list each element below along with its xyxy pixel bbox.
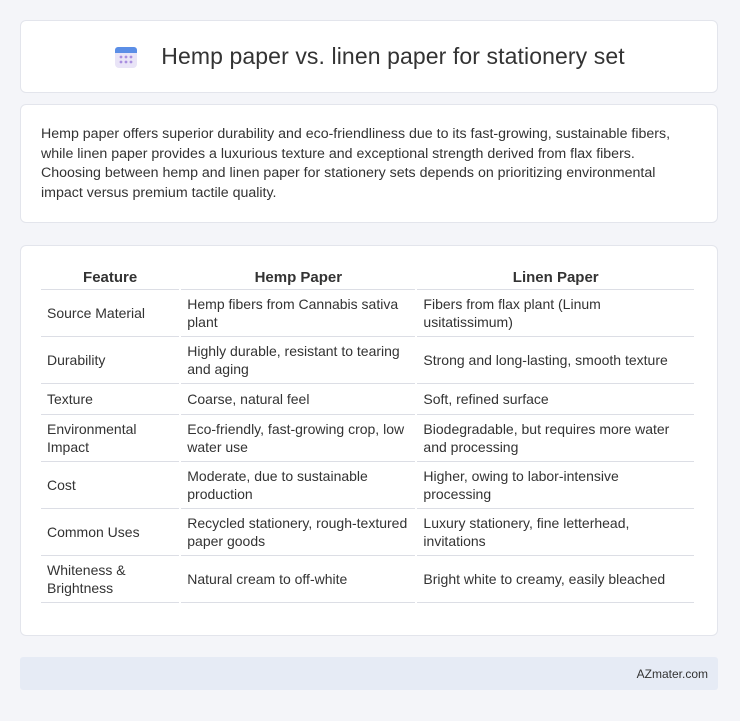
feature-cell: Whiteness & Brightness [41,556,179,603]
table-row [41,290,694,337]
linen-cell: Higher, owing to labor-intensive processing [417,462,694,509]
feature-cell: Texture [41,384,179,415]
table-header-row [41,266,694,290]
hemp-cell: Moderate, due to sustainable production [181,462,415,509]
comparison-card [20,245,718,636]
table-row [41,415,694,462]
linen-cell: Strong and long-lasting, smooth texture [417,337,694,384]
feature-cell: Durability [41,337,179,384]
calendar-icon [113,44,139,70]
table-row [41,462,694,509]
feature-cell: Environmental Impact [41,415,179,462]
intro-card [20,104,718,223]
footer-brand[interactable]: AZmater.com [636,666,708,681]
table-row [41,337,694,384]
table-row [41,509,694,556]
column-header-hemp: Hemp Paper [181,266,415,290]
hemp-cell: Natural cream to off-white [181,556,415,603]
hemp-cell: Highly durable, resistant to tearing and aging [181,337,415,384]
hemp-cell: Coarse, natural feel [181,384,415,415]
linen-cell: Fibers from flax plant (Linum usitatissimum) [417,290,694,337]
feature-cell: Cost [41,462,179,509]
title-card [20,20,718,93]
table-row [41,556,694,603]
hemp-cell: Eco-friendly, fast-growing crop, low water use [181,415,415,462]
hemp-cell: Recycled stationery, rough-textured paper goods [181,509,415,556]
hemp-cell: Hemp fibers from Cannabis sativa plant [181,290,415,337]
linen-cell: Luxury stationery, fine letterhead, invitations [417,509,694,556]
linen-cell: Biodegradable, but requires more water and processing [417,415,694,462]
intro-text: Hemp paper offers superior durability and eco-friendliness due to its fast-growing, sustainable fibers, while linen paper provides a luxurious texture and exceptional strength derived from flax fibers. Choosing between hemp and linen paper for stationery sets depends on prioritizing environmental impact versus premium tactile quality. [41,126,671,201]
column-header-linen: Linen Paper [417,266,694,290]
comparison-table [39,266,696,603]
page-title: Hemp paper vs. linen paper for stationery set [161,43,625,69]
feature-cell: Common Uses [41,509,179,556]
table-row [41,384,694,415]
footer [20,657,718,690]
linen-cell: Soft, refined surface [417,384,694,415]
column-header-feature: Feature [41,266,179,290]
linen-cell: Bright white to creamy, easily bleached [417,556,694,603]
feature-cell: Source Material [41,290,179,337]
